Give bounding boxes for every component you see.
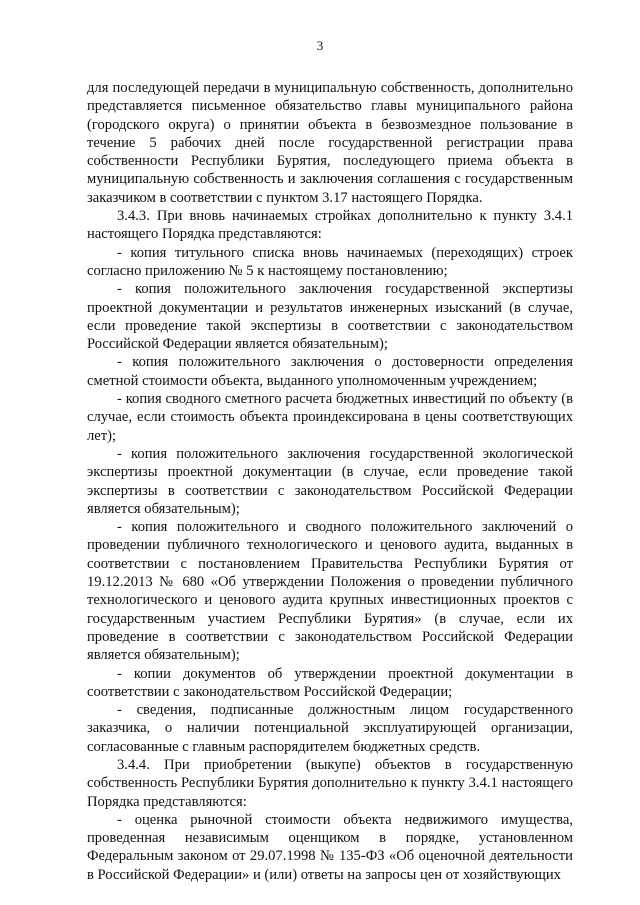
list-item: - копия положительного заключения государственной экспертизы проектной документации и результатов инженерных изысканий (в случае, если проведение такой экспертизы в соответствии с законодательством Российской Федерации является обязательным);	[87, 281, 573, 353]
list-item: - оценка рыночной стоимости объекта недвижимого имущества, проведенная независимым оценщиком в порядке, установленном Федеральным законом от 29.07.1998 № 135-ФЗ «Об оценочной деятельности в Российской Федерации» и (или) ответы на запросы цен от хозяйствующих	[87, 811, 573, 883]
page-number: 3	[316, 38, 324, 53]
list-item: - копия титульного списка вновь начинаемых (переходящих) строек согласно приложению № 5 к настоящему постановлению;	[87, 244, 573, 279]
document-body	[87, 79, 573, 884]
list-item: - копия положительного заключения о достоверности определения сметной стоимости объекта, выданного уполномоченным учреждением;	[87, 354, 573, 389]
paragraph-continuation: для последующей передачи в муниципальную собственность, дополнительно представляется письменное обязательство главы муниципального района (городского округа) о принятии объекта в безвозмездное пользование в течение 5 рабочих дней после государственной регистрации права собственности Республики Бурятия, последующего приема объекта в муниципальную собственность и заключения соглашения с государственным заказчиком в соответствии с пунктом 3.17 настоящего Порядка.	[87, 80, 573, 206]
list-item: - копия сводного сметного расчета бюджетных инвестиций по объекту (в случае, если стоимость объекта проиндексирована в цены соответствующих лет);	[87, 391, 573, 444]
list-item: - копии документов об утверждении проектной документации в соответствии с законодательством Российской Федерации;	[87, 665, 573, 700]
list-item: - копия положительного заключения государственной экологической экспертизы проектной документации (в случае, если проведение такой экспертизы в соответствии с законодательством Российской Федерации является обязательным);	[87, 445, 573, 517]
paragraph-3-4-4: 3.4.4. При приобретении (выкупе) объектов в государственную собственность Республики Бурятия дополнительно к пункту 3.4.1 настоящего Порядка представляются:	[87, 756, 573, 810]
list-item: - сведения, подписанные должностным лицом государственного заказчика, о наличии потенциальной эксплуатирующей организации, согласованные с главным распорядителем бюджетных средств.	[87, 702, 573, 755]
paragraph-3-4-3: 3.4.3. При вновь начинаемых стройках дополнительно к пункту 3.4.1 настоящего Порядка представляются:	[87, 208, 573, 243]
list-item: - копия положительного и сводного положительного заключений о проведении публичного технологического и ценового аудита, выданных в соответствии с постановлением Правительства Республики Бурятия от 19.12.2013 № 680 «Об утверждении Положения о проведении публичного технологического и ценового аудита крупных инвестиционных проектов с государственным участием Республики Бурятия» (в случае, если их проведение в соответствии с законодательством Российской Федерации является обязательным);	[87, 519, 573, 664]
